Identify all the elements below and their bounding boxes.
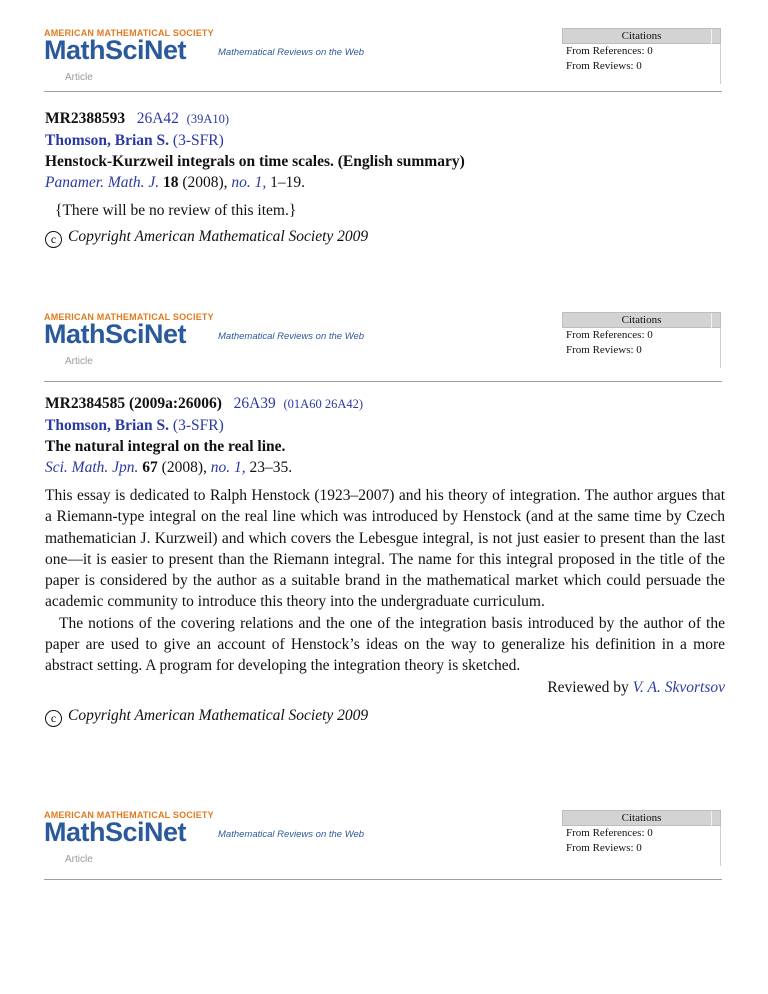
copyright-icon: c — [45, 710, 62, 727]
author-institution[interactable]: (3-SFR) — [172, 417, 224, 434]
mr-number: MR2388593 — [45, 110, 126, 127]
journal-issue-link[interactable]: no. 1, — [231, 174, 267, 191]
author-link[interactable]: Thomson, Brian S. — [45, 417, 170, 434]
article-title: Henstock-Kurzweil integrals on time scales. (English summary) — [45, 153, 465, 170]
citations-box — [562, 312, 721, 368]
citations-from-references[interactable]: From References: 0 — [566, 329, 653, 341]
review-text — [45, 485, 725, 677]
author-link[interactable]: Thomson, Brian S. — [45, 132, 170, 149]
article-label: Article — [65, 854, 93, 865]
mathscinet-header — [44, 312, 722, 368]
mathscinet-logo[interactable]: MathSciNet — [44, 35, 187, 65]
mathscinet-logo[interactable]: MathSciNet — [44, 817, 187, 847]
secondary-classification[interactable]: (01A60 26A42) — [283, 397, 364, 411]
logo-tagline: Mathematical Reviews on the Web — [218, 829, 365, 840]
divider — [44, 879, 722, 880]
article-label: Article — [65, 356, 93, 367]
mr-number: MR2384585 (2009a:26006) — [45, 395, 222, 412]
mathscinet-logo[interactable]: MathSciNet — [44, 319, 187, 349]
citations-from-references[interactable]: From References: 0 — [566, 45, 653, 57]
reviewed-by-label: Reviewed by — [547, 678, 629, 696]
journal-volume: 67 — [142, 459, 158, 476]
article-title: The natural integral on the real line. — [45, 438, 286, 455]
journal-year: (2008), — [182, 174, 228, 191]
divider — [44, 381, 722, 382]
ams-logo-text: AMERICAN MATHEMATICAL SOCIETY — [44, 28, 214, 38]
citations-box — [562, 28, 721, 84]
copyright-icon: c — [45, 231, 62, 248]
mathscinet-header — [44, 28, 722, 84]
author-institution[interactable]: (3-SFR) — [172, 132, 224, 149]
no-review-note: {There will be no review of this item.} — [55, 202, 297, 219]
primary-classification[interactable]: 26A42 — [136, 110, 179, 127]
citations-from-reviews[interactable]: From Reviews: 0 — [566, 842, 642, 854]
citations-title: Citations — [621, 812, 662, 824]
ams-logo-text: AMERICAN MATHEMATICAL SOCIETY — [44, 312, 214, 322]
divider — [44, 91, 722, 92]
citations-title: Citations — [621, 314, 662, 326]
citations-header — [562, 28, 721, 44]
logo-tagline: Mathematical Reviews on the Web — [218, 331, 365, 342]
divider — [711, 29, 712, 44]
copyright-notice — [45, 226, 725, 248]
review-paragraph: This essay is dedicated to Ralph Henstock (1923–2007) and his theory of integration. The author argues that a Riemann-type integral on the real line which was introduced by Henstock (and at the same time by Czech mathematician J. Kurzweil) and which covers the Lebesgue integral, is not just easier to present than the last one—it is easier to present than the Riemann integral. The name for this integral proposed in the title of the paper is considered by the author as a suitable brand in the mathematical market which could persuade the academic community to introduce this theory into the undergraduate curriculum. — [45, 487, 725, 611]
review-paragraph: The notions of the covering relations and the one of the integration basis introduced by the author of the paper are used to give an account of Henstock’s ideas on the way to generalize his definition in a more abstract setting. A program for developing the integration theory is sketched. — [45, 614, 725, 675]
ams-logo-text: AMERICAN MATHEMATICAL SOCIETY — [44, 810, 214, 820]
logo-tagline: Mathematical Reviews on the Web — [218, 47, 365, 58]
citations-header — [562, 810, 721, 826]
review-entry — [45, 393, 725, 727]
citations-header — [562, 312, 721, 328]
copyright-text: Copyright American Mathematical Society 2009 — [68, 228, 369, 245]
journal-link[interactable]: Sci. Math. Jpn. — [45, 459, 139, 476]
citations-title: Citations — [621, 30, 662, 42]
article-label: Article — [65, 72, 93, 83]
copyright-notice — [45, 705, 725, 727]
review-entry — [45, 108, 725, 248]
divider — [711, 313, 712, 328]
copyright-text: Copyright American Mathematical Society 2009 — [68, 706, 369, 724]
reviewed-by — [45, 677, 725, 698]
secondary-classification[interactable]: (39A10) — [186, 112, 230, 126]
journal-year: (2008), — [161, 459, 207, 476]
citations-from-references[interactable]: From References: 0 — [566, 827, 653, 839]
journal-pages: 1–19. — [270, 174, 306, 191]
citations-box — [562, 810, 721, 866]
divider — [711, 811, 712, 826]
journal-link[interactable]: Panamer. Math. J. — [45, 174, 160, 191]
journal-issue-link[interactable]: no. 1, — [210, 459, 246, 476]
citations-from-reviews[interactable]: From Reviews: 0 — [566, 344, 642, 356]
journal-pages: 23–35. — [249, 459, 293, 476]
citations-from-reviews[interactable]: From Reviews: 0 — [566, 60, 642, 72]
journal-volume: 18 — [162, 174, 179, 191]
reviewer-link[interactable]: V. A. Skvortsov — [632, 678, 725, 696]
primary-classification[interactable]: 26A39 — [233, 395, 276, 412]
mathscinet-header — [44, 810, 722, 866]
